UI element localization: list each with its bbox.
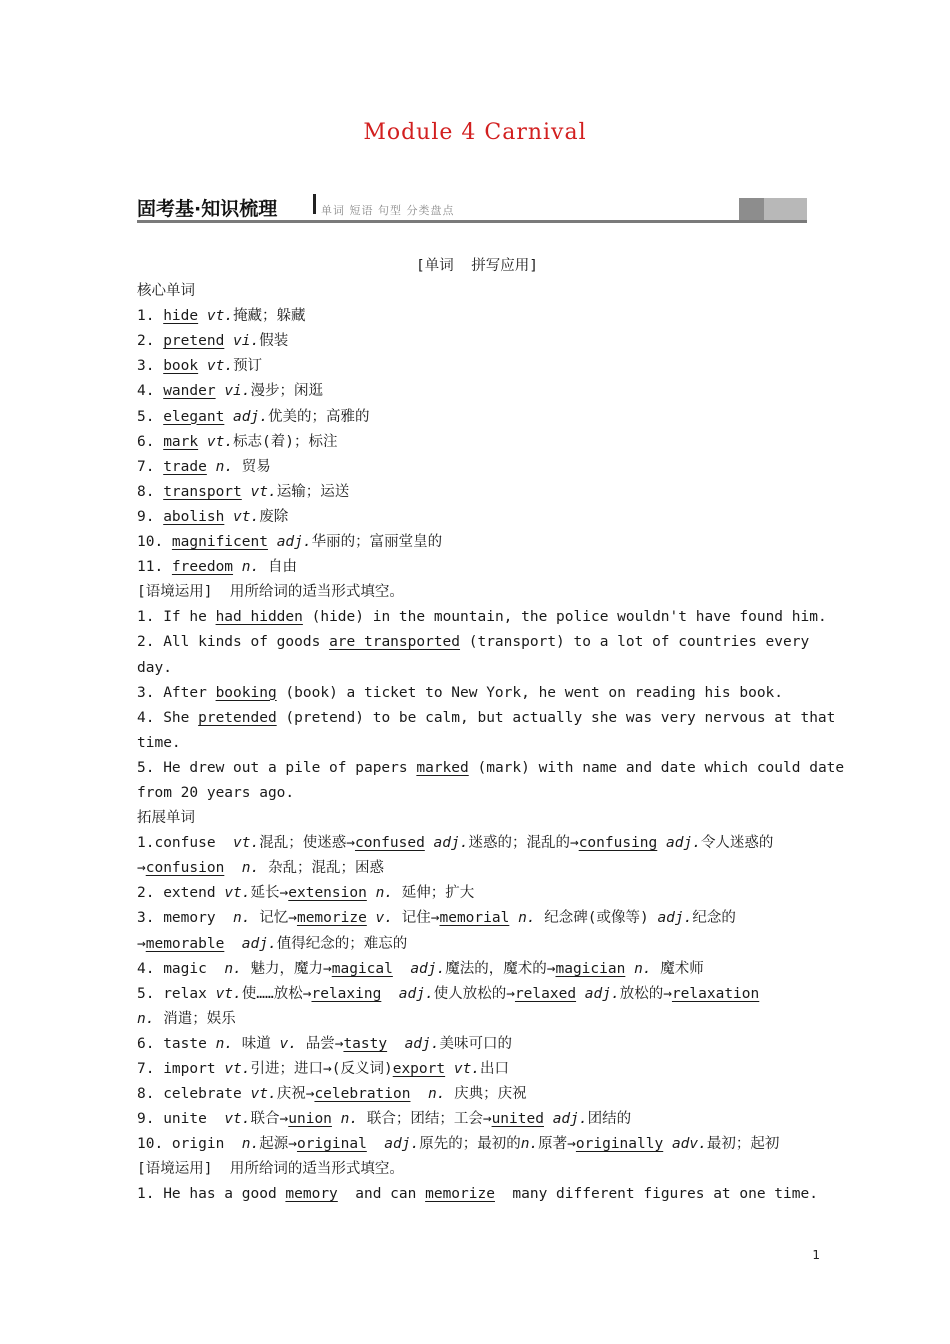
answer-word: memorial (439, 910, 510, 927)
part-of-speech: vt. (206, 433, 234, 450)
answer-word: wander (163, 383, 216, 400)
line-text: 10. origin (137, 1136, 242, 1153)
text-line (137, 756, 845, 781)
answer-word: confusion (145, 860, 225, 877)
line-text: 团结的 (587, 1111, 632, 1128)
line-text: 华丽的；富丽堂皇的 (311, 534, 443, 551)
line-text: → (137, 935, 146, 952)
answer-word: magician (555, 960, 626, 977)
line-text: 运输；运送 (276, 483, 350, 500)
answer-word: confused (354, 835, 425, 852)
text-line (137, 656, 817, 681)
part-of-speech: n. (224, 960, 242, 977)
part-of-speech: vt. (233, 835, 260, 852)
line-text (198, 434, 207, 450)
part-of-speech: n. (518, 910, 536, 927)
banner-divider (313, 194, 316, 214)
section-banner (137, 190, 807, 224)
answer-word: relaxing (311, 985, 382, 1002)
line-text: 掩藏；躲藏 (233, 308, 306, 325)
line-text: 9. (137, 508, 164, 525)
part-of-speech: n. (241, 860, 260, 877)
line-text: 杂乱；混乱；困惑 (259, 860, 384, 877)
line-text: 放松的→ (619, 985, 672, 1002)
line-text (268, 534, 277, 550)
line-text (224, 333, 233, 349)
answer-word: abolish (163, 508, 225, 525)
part-of-speech: adj. (552, 1111, 588, 1128)
part-of-speech: adj. (433, 835, 469, 852)
part-of-speech: n. (215, 458, 234, 475)
part-of-speech: n. (340, 1111, 359, 1128)
line-text: 2. All kinds of goods (137, 634, 330, 651)
line-text (367, 885, 376, 901)
line-text: 2. (137, 333, 164, 350)
part-of-speech: adj. (404, 1035, 440, 1052)
line-text: 味道 (233, 1035, 280, 1052)
line-text: 延伸；扩大 (393, 885, 475, 902)
line-text: 4. magic (137, 960, 225, 977)
line-text: 6. taste (137, 1035, 216, 1052)
part-of-speech: adj. (241, 935, 277, 952)
line-text: 值得纪念的；难忘的 (276, 935, 408, 952)
part-of-speech: adj. (666, 835, 701, 852)
text-line (137, 1132, 817, 1157)
line-text: 魔术师 (651, 960, 704, 977)
line-text (544, 1111, 553, 1127)
line-text: 5. (137, 408, 164, 425)
text-line (137, 1157, 817, 1182)
line-text: 原先的；最初的 (419, 1136, 521, 1153)
line-text (509, 910, 518, 926)
answer-word: book (163, 358, 199, 375)
text-line (137, 906, 817, 931)
line-text: 5. He drew out a pile of papers (137, 759, 417, 776)
answer-word: relaxed (514, 985, 577, 1002)
line-text: from 20 years ago. (137, 784, 295, 801)
line-text: 记住→ (393, 910, 440, 927)
line-text: 混乱；使迷惑→ (259, 835, 355, 852)
text-line (137, 455, 817, 480)
text-line (137, 279, 817, 304)
page-title: Module 4 Carnival (363, 120, 587, 145)
line-text: 魔法的，魔术的→ (445, 960, 556, 977)
line-text: [语境运用] 用所给词的适当形式填空。 (137, 1161, 404, 1178)
line-text: 3. After (137, 684, 216, 701)
text-line (137, 681, 817, 706)
line-text: 拓展单词 (137, 810, 195, 827)
answer-word: are transported (329, 634, 461, 651)
part-of-speech: vt. (224, 1111, 251, 1128)
part-of-speech: n. (241, 1136, 260, 1153)
line-text: 漫步；闲逛 (250, 383, 324, 400)
part-of-speech: vt. (206, 358, 234, 375)
line-text (332, 1111, 341, 1127)
text-line (137, 881, 817, 906)
text-line (137, 555, 817, 580)
part-of-speech: n. (233, 910, 251, 927)
part-of-speech: n. (427, 1086, 446, 1103)
line-text: 5. relax (137, 985, 216, 1002)
answer-word: tasty (343, 1035, 388, 1052)
part-of-speech: adj. (233, 408, 268, 425)
line-text: 纪念碑(或像等) (535, 910, 658, 927)
line-text: (mark) with name and date which could date (468, 759, 845, 776)
line-text: 11. (137, 559, 172, 576)
part-of-speech: vt. (250, 1086, 277, 1103)
banner-decoration-light (764, 198, 807, 220)
text-line (137, 1032, 817, 1057)
line-text: 9. unite (137, 1111, 225, 1128)
text-line (137, 957, 817, 982)
line-text: and can (337, 1186, 426, 1203)
part-of-speech: v. (279, 1035, 297, 1052)
banner-subtitle: 单词 短语 句型 分类盘点 (321, 204, 455, 217)
part-of-speech: adj. (384, 1136, 420, 1153)
part-of-speech: vt. (224, 885, 251, 902)
line-text: 7. import (137, 1061, 225, 1077)
answer-word: pretended (198, 709, 277, 726)
line-text (425, 835, 434, 851)
line-text: (transport) to a lot of countries every (460, 634, 810, 651)
text-line (137, 1057, 817, 1082)
line-text (381, 986, 398, 1002)
line-text: 联合→ (250, 1111, 289, 1128)
answer-word: originally (575, 1136, 664, 1153)
text-line (137, 932, 817, 957)
line-text: 8. celebrate (137, 1086, 251, 1103)
line-text: 消遣；娱乐 (154, 1010, 236, 1027)
line-text (198, 358, 207, 374)
answer-word: hide (163, 308, 199, 325)
part-of-speech: n. (634, 960, 652, 977)
answer-word: union (288, 1111, 332, 1128)
line-text (224, 509, 233, 525)
line-text (410, 1086, 427, 1102)
line-text: day. (137, 659, 172, 676)
answer-word: united (491, 1111, 544, 1128)
line-text: 延长→ (250, 885, 289, 902)
part-of-speech: vt. (215, 985, 242, 1002)
banner-decoration-dark (739, 198, 764, 220)
line-text: 标志(着)；标注 (233, 433, 338, 450)
part-of-speech: v. (375, 910, 394, 927)
text-line (137, 1007, 817, 1032)
line-text: 纪念的 (692, 910, 736, 927)
line-text: 2. extend (137, 885, 225, 902)
line-text: 优美的；高雅的 (267, 408, 370, 425)
answer-word: marked (416, 759, 469, 776)
part-of-speech: adj. (584, 985, 620, 1002)
line-text: 记忆→ (250, 910, 297, 927)
line-text: 8. (137, 483, 164, 500)
line-text (576, 986, 585, 1002)
line-text: 引进；进口→(反义词) (250, 1061, 393, 1077)
line-text: 1. (137, 308, 164, 325)
text-line (137, 1082, 817, 1107)
part-of-speech: vi. (224, 383, 251, 400)
answer-word: had hidden (215, 609, 303, 626)
line-text: 1. If he (137, 609, 216, 626)
line-text (367, 910, 376, 926)
answer-word: memory (285, 1186, 338, 1203)
part-of-speech: n. (520, 1136, 539, 1153)
section-title: [单词 拼写应用] (416, 258, 538, 274)
answer-word: relaxation (671, 985, 760, 1002)
answer-word: export (392, 1061, 446, 1077)
line-text: 1.confuse (137, 835, 234, 852)
page-number: 1 (812, 1248, 820, 1262)
answer-word: elegant (163, 408, 225, 425)
text-line (137, 731, 817, 756)
text-line (137, 806, 817, 831)
part-of-speech: adv. (671, 1136, 707, 1153)
text-line (137, 831, 817, 856)
line-text (663, 1136, 672, 1152)
line-text (198, 308, 207, 324)
line-text: (hide) in the mountain, the police wouldn't have found him. (302, 609, 827, 626)
line-text (233, 559, 242, 575)
line-text (387, 1036, 404, 1052)
line-text: 美味可口的 (439, 1035, 512, 1052)
answer-word: memorize (425, 1186, 495, 1203)
line-text: 4. She (137, 709, 199, 726)
text-line (137, 781, 817, 806)
line-text (393, 961, 410, 977)
answer-word: pretend (163, 333, 225, 350)
line-text: 3. memory (137, 910, 234, 927)
part-of-speech: vt. (250, 483, 277, 500)
text-line (137, 1107, 817, 1132)
answer-word: extension (288, 885, 367, 902)
text-line (137, 530, 817, 555)
line-text: many different figures at one time. (494, 1186, 818, 1203)
answer-word: original (296, 1136, 367, 1153)
line-text: → (137, 860, 146, 877)
line-text: 假装 (259, 333, 289, 350)
line-text: 起源→ (259, 1136, 297, 1153)
line-text: 庆祝→ (276, 1086, 315, 1103)
line-text: 庆典；庆祝 (445, 1086, 527, 1103)
line-text: 10. (137, 534, 172, 551)
answer-word: mark (163, 433, 199, 450)
text-line (137, 379, 817, 404)
text-line (137, 405, 817, 430)
part-of-speech: adj. (657, 910, 693, 927)
text-line (137, 329, 817, 354)
line-text: 废除 (259, 508, 289, 525)
part-of-speech: vt. (453, 1061, 481, 1077)
line-text (242, 484, 251, 500)
line-text: 最初；起初 (706, 1136, 780, 1153)
line-text: 魅力，魔力→ (241, 960, 332, 977)
answer-word: memorable (145, 935, 225, 952)
line-text: 核心单词 (137, 283, 195, 300)
line-text: time. (137, 734, 181, 751)
part-of-speech: n. (241, 559, 260, 576)
answer-word: confusing (578, 835, 658, 852)
part-of-speech: adj. (276, 534, 312, 551)
line-text: 使人放松的→ (433, 985, 515, 1002)
answer-word: booking (215, 684, 277, 701)
line-text: 预订 (233, 358, 263, 375)
part-of-speech: vt. (224, 1061, 251, 1077)
answer-word: freedom (171, 559, 234, 576)
line-text (207, 459, 216, 475)
text-line (137, 505, 817, 530)
part-of-speech: n. (375, 885, 394, 902)
answer-word: transport (163, 483, 242, 500)
line-text: 出口 (480, 1061, 510, 1077)
line-text: 令人迷惑的 (700, 835, 774, 852)
exercise-lines (137, 279, 845, 1207)
part-of-speech: adj. (398, 985, 434, 1002)
text-line (137, 430, 817, 455)
line-text: 自由 (259, 559, 297, 576)
banner-heading: 固考基·知识梳理 (137, 198, 278, 220)
answer-word: memorize (296, 910, 367, 927)
line-text (367, 1136, 384, 1152)
line-text (657, 835, 666, 851)
text-line (137, 304, 817, 329)
part-of-speech: n. (215, 1035, 234, 1052)
line-text: 4. (137, 383, 164, 400)
part-of-speech: vi. (233, 333, 260, 350)
line-text (224, 409, 233, 425)
line-text: 使……放松→ (241, 985, 312, 1002)
line-text: [语境运用] 用所给词的适当形式填空。 (137, 584, 404, 601)
banner-rule (137, 220, 807, 223)
line-text: 7. (137, 458, 164, 475)
text-line (137, 856, 817, 881)
document-body (137, 254, 845, 1208)
line-text (625, 961, 634, 977)
text-line (137, 580, 817, 605)
part-of-speech: vt. (206, 308, 234, 325)
answer-word: trade (163, 458, 207, 475)
text-line (137, 354, 817, 379)
line-text: 原著→ (538, 1136, 576, 1153)
part-of-speech: adj. (410, 960, 446, 977)
text-line (137, 480, 817, 505)
line-text (224, 860, 241, 876)
line-text: 6. (137, 433, 164, 450)
line-text: 品尝→ (296, 1035, 344, 1052)
text-line (137, 605, 827, 630)
line-text: 迷惑的；混乱的→ (468, 835, 579, 852)
line-text: (pretend) to be calm, but actually she was very nervous at that (276, 709, 836, 726)
part-of-speech: n. (137, 1010, 155, 1027)
text-line (137, 1182, 817, 1207)
answer-word: magnificent (171, 534, 268, 551)
line-text (224, 936, 241, 952)
text-line (137, 630, 817, 655)
line-text: 3. (137, 358, 164, 375)
line-text: (book) a ticket to New York, he went on reading his book. (276, 684, 784, 701)
line-text: 1. He has a good (137, 1186, 286, 1203)
answer-word: magical (331, 960, 393, 977)
line-text (445, 1061, 454, 1077)
answer-word: celebration (314, 1086, 411, 1103)
part-of-speech: vt. (233, 508, 260, 525)
text-line (137, 706, 836, 731)
line-text: 贸易 (233, 458, 271, 475)
line-text: 联合；团结；工会→ (358, 1111, 492, 1128)
text-line (137, 982, 817, 1007)
